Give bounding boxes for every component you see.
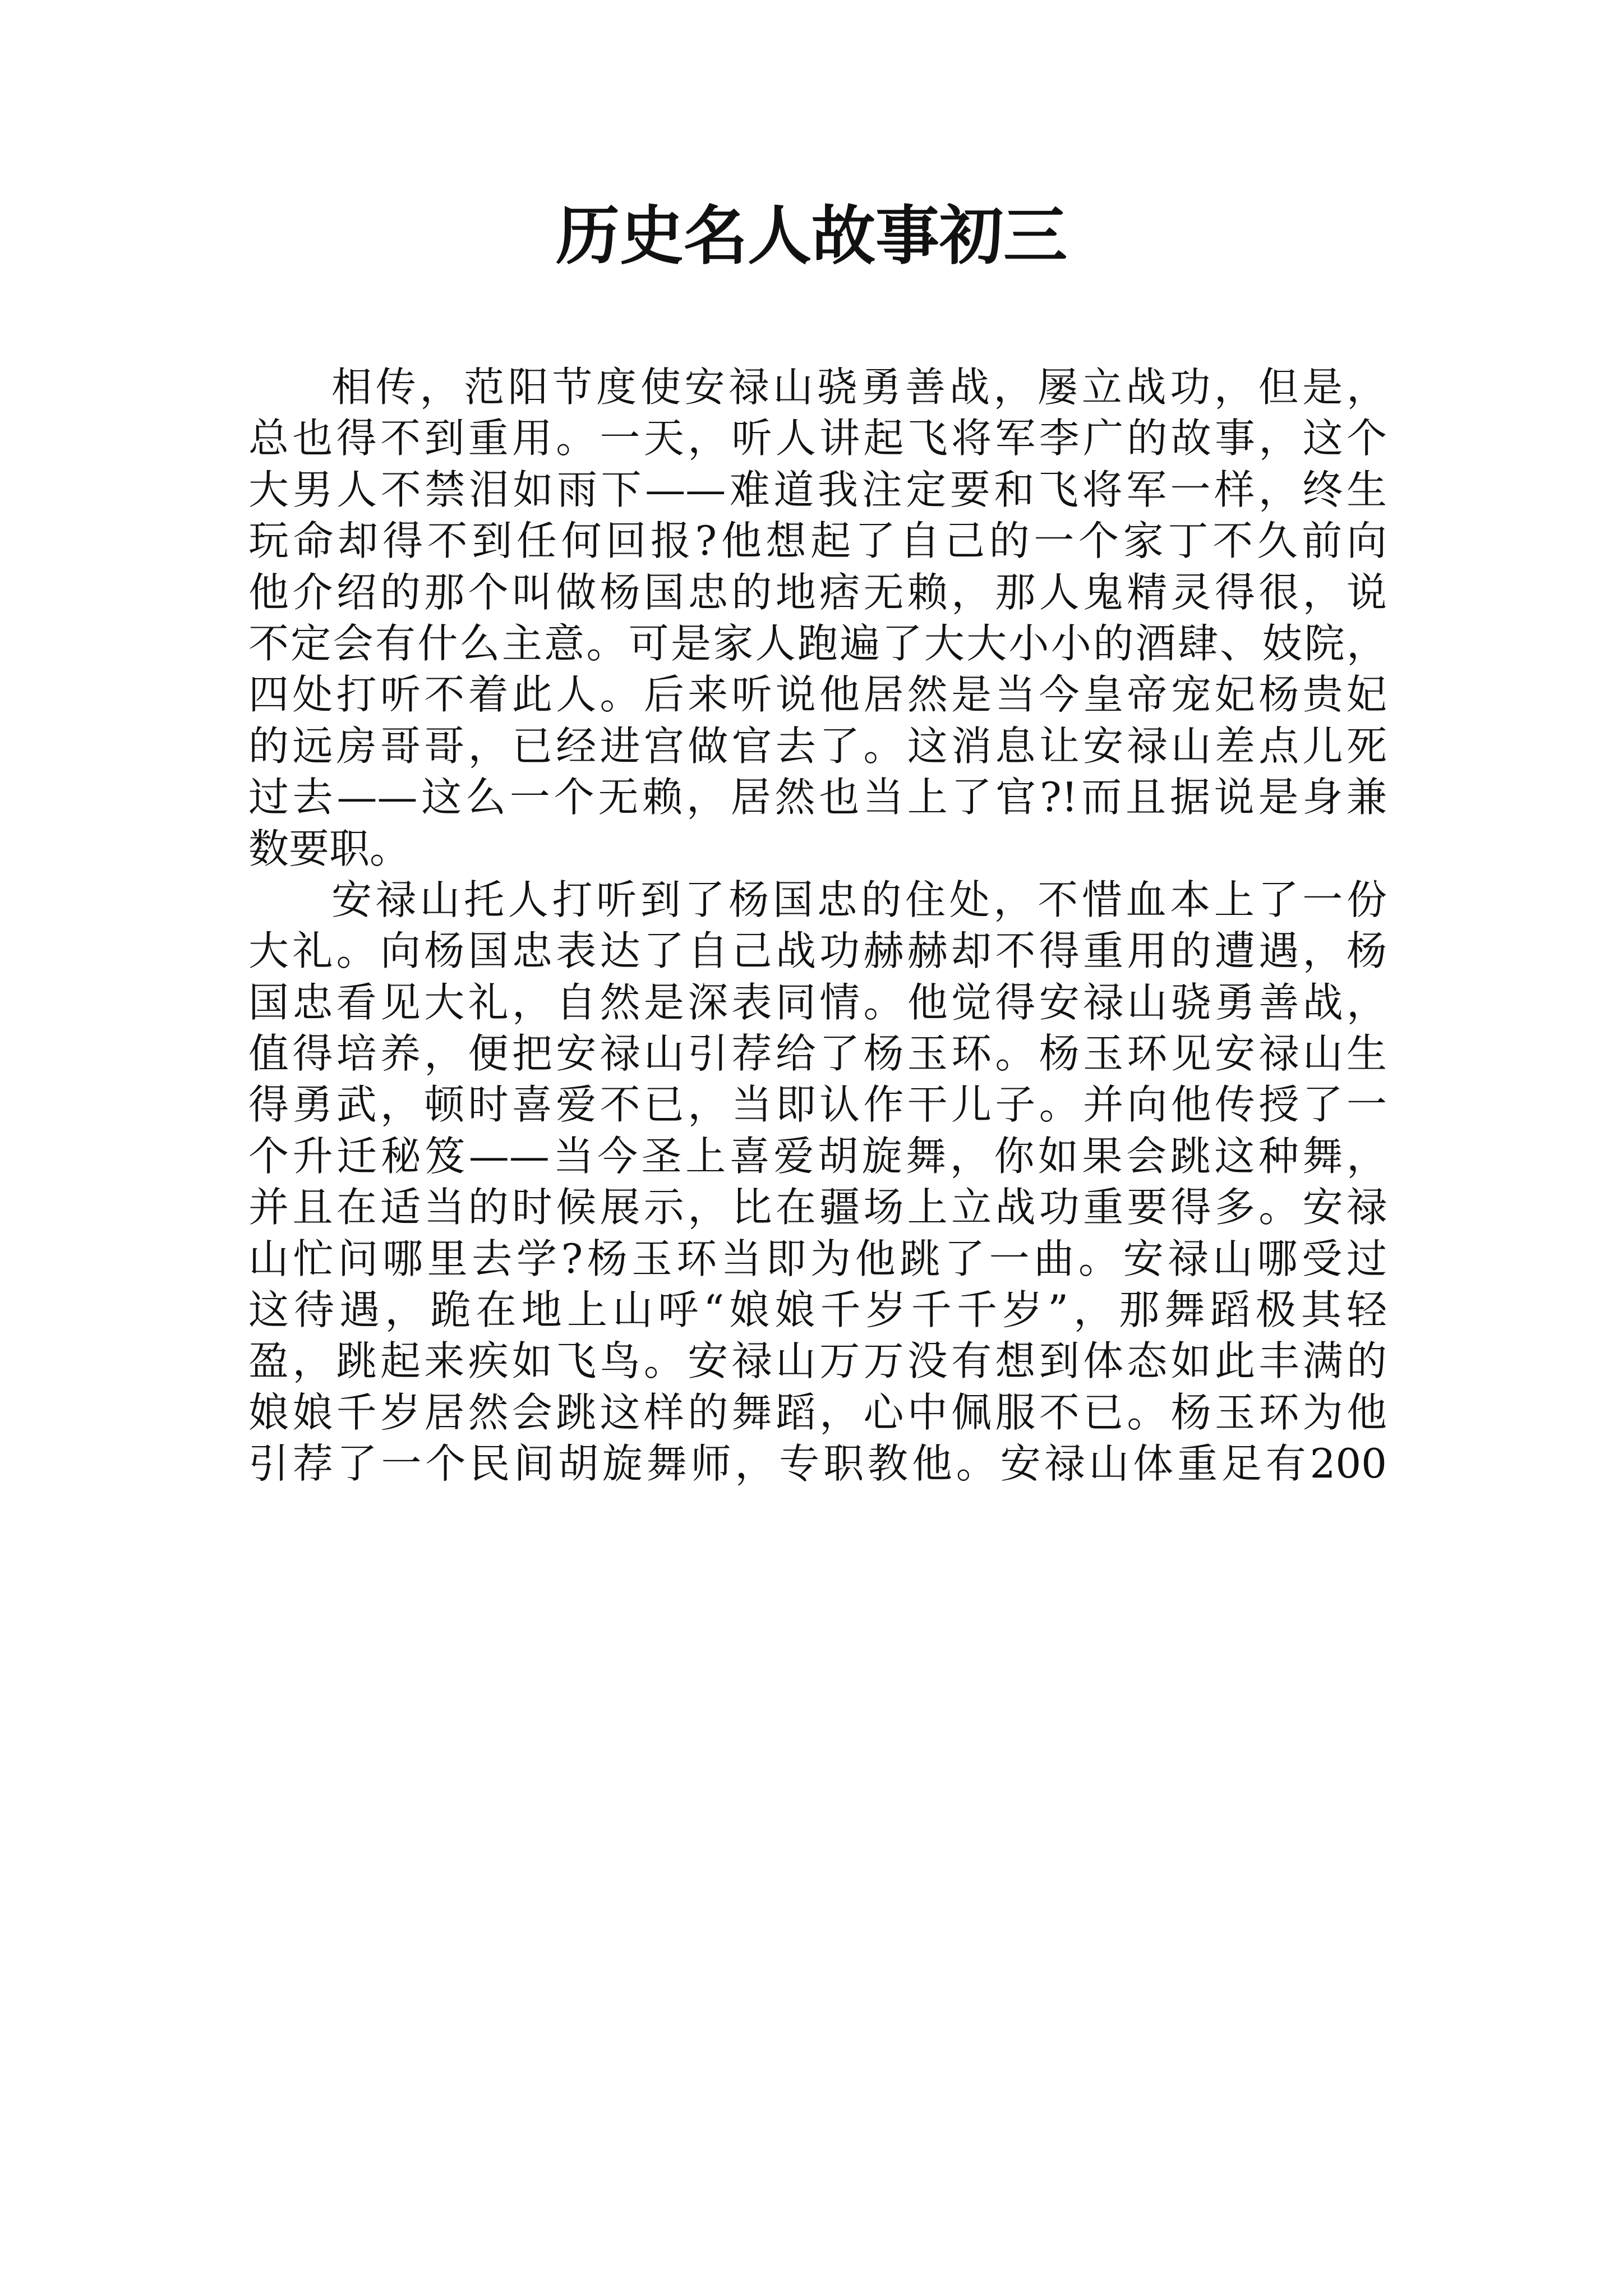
text-line: 总也得不到重用。一天，听人讲起飞将军李广的故事，这个	[248, 415, 1387, 462]
text-line: 数要职。	[248, 825, 411, 872]
text-line: 引荐了一个民间胡旋舞师，专职教他。安禄山体重足有200	[248, 1440, 1387, 1488]
text-line: 这待遇，跪在地上山呼“娘娘千岁千千岁”，那舞蹈极其轻	[248, 1286, 1387, 1334]
text-line: 他介绍的那个叫做杨国忠的地痞无赖，那人鬼精灵得很，说	[248, 568, 1387, 616]
text-line: 相传，范阳节度使安禄山骁勇善战，屡立战功，但是，	[331, 364, 1387, 411]
text-line: 并且在适当的时候展示，比在疆场上立战功重要得多。安禄	[248, 1184, 1387, 1231]
text-line: 值得培养，便把安禄山引荐给了杨玉环。杨玉环见安禄山生	[248, 1030, 1387, 1078]
text-line: 四处打听不着此人。后来听说他居然是当今皇帝宠妃杨贵妃	[248, 671, 1387, 719]
text-line: 过去——这么一个无赖，居然也当上了官?!而且据说是身兼	[248, 774, 1387, 821]
text-line: 盈，跳起来疾如飞鸟。安禄山万万没有想到体态如此丰满的	[248, 1337, 1387, 1385]
text-line: 安禄山托人打听到了杨国忠的住处，不惜血本上了一份	[331, 876, 1387, 923]
text-line: 不定会有什么主意。可是家人跑遍了大大小小的酒肆、妓院，	[248, 619, 1387, 667]
text-line: 国忠看见大礼，自然是深表同情。他觉得安禄山骁勇善战，	[248, 978, 1387, 1026]
document-title: 历史名人故事初三	[555, 198, 1067, 273]
text-line: 得勇武，顿时喜爱不已，当即认作干儿子。并向他传授了一	[248, 1081, 1387, 1129]
text-line: 大礼。向杨国忠表达了自己战功赫赫却不得重用的遭遇，杨	[248, 927, 1387, 975]
document-body	[248, 362, 1387, 1490]
text-line: 山忙问哪里去学?杨玉环当即为他跳了一曲。安禄山哪受过	[248, 1235, 1387, 1282]
text-line: 个升迁秘笈——当今圣上喜爱胡旋舞，你如果会跳这种舞，	[248, 1132, 1387, 1180]
text-line: 的远房哥哥，已经进宫做官去了。这消息让安禄山差点儿死	[248, 722, 1387, 770]
text-line: 大男人不禁泪如雨下——难道我注定要和飞将军一样，终生	[248, 466, 1387, 513]
paragraph	[248, 362, 1387, 875]
text-line: 娘娘千岁居然会跳这样的舞蹈，心中佩服不已。杨玉环为他	[248, 1388, 1387, 1436]
text-line: 玩命却得不到任何回报?他想起了自己的一个家丁不久前向	[248, 517, 1387, 565]
paragraph	[248, 875, 1387, 1490]
